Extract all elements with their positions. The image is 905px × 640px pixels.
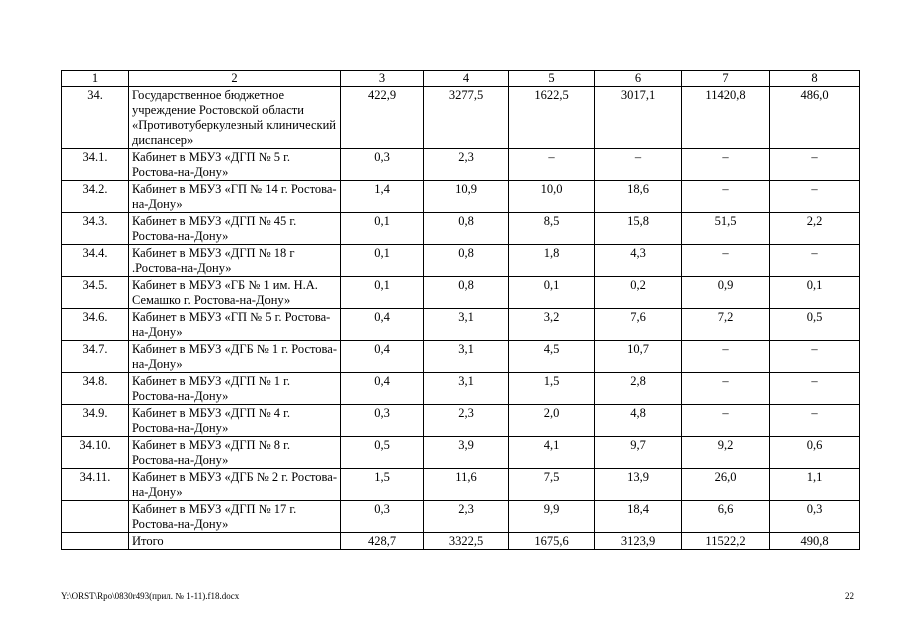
value-cell: – (770, 405, 860, 437)
value-cell: 0,5 (341, 437, 424, 469)
header-cell: 8 (770, 71, 860, 87)
institution-name: Кабинет в МБУЗ «ДГП № 18 г .Ростова-на-Дону» (129, 245, 341, 277)
value-cell: – (770, 341, 860, 373)
table-row (62, 181, 860, 213)
value-cell: 3,1 (424, 309, 509, 341)
value-cell: 0,5 (770, 309, 860, 341)
header-cell: 5 (509, 71, 595, 87)
value-cell: 10,9 (424, 181, 509, 213)
institution-name: Кабинет в МБУЗ «ДГП № 8 г. Ростова-на-Дону» (129, 437, 341, 469)
institution-name: Кабинет в МБУЗ «ДГП № 5 г. Ростова-на-Дону» (129, 149, 341, 181)
footer-file-path: Y:\ORST\Rpo\0830r493(прил. № 1-11).f18.docx (61, 591, 240, 601)
value-cell: 11,6 (424, 469, 509, 501)
institution-name: Кабинет в МБУЗ «ДГП № 45 г. Ростова-на-Дону» (129, 213, 341, 245)
value-cell: 0,1 (341, 277, 424, 309)
institution-name: Кабинет в МБУЗ «ДГБ № 1 г. Ростова-на-Дону» (129, 341, 341, 373)
table-row (62, 309, 860, 341)
value-cell: 422,9 (341, 87, 424, 149)
value-cell: – (770, 373, 860, 405)
value-cell: 1,8 (509, 245, 595, 277)
value-cell: 428,7 (341, 533, 424, 550)
header-cell: 6 (595, 71, 682, 87)
value-cell: 490,8 (770, 533, 860, 550)
row-number: 34.8. (62, 373, 129, 405)
value-cell: 1,5 (509, 373, 595, 405)
header-cell: 1 (62, 71, 129, 87)
institution-name: Кабинет в МБУЗ «ГП № 5 г. Ростова-на-Дону» (129, 309, 341, 341)
table-row (62, 149, 860, 181)
value-cell: 9,9 (509, 501, 595, 533)
value-cell: 3,9 (424, 437, 509, 469)
table-row (62, 213, 860, 245)
institution-name: Государственное бюджетное учреждение Ростовской области «Противотуберкулезный клинический диспансер» (129, 87, 341, 149)
table-row (62, 405, 860, 437)
table-row (62, 501, 860, 533)
row-number (62, 533, 129, 550)
value-cell: 0,9 (682, 277, 770, 309)
value-cell: 0,1 (509, 277, 595, 309)
table-row (62, 373, 860, 405)
value-cell: – (770, 245, 860, 277)
value-cell: 0,3 (770, 501, 860, 533)
value-cell: 3277,5 (424, 87, 509, 149)
value-cell: 13,9 (595, 469, 682, 501)
row-number: 34.3. (62, 213, 129, 245)
value-cell: 8,5 (509, 213, 595, 245)
value-cell: 486,0 (770, 87, 860, 149)
table-body (62, 71, 860, 550)
header-cell: 2 (129, 71, 341, 87)
footer-page-number: 22 (845, 591, 854, 601)
value-cell: 0,8 (424, 245, 509, 277)
row-number: 34.4. (62, 245, 129, 277)
institution-name: Кабинет в МБУЗ «ДГП № 4 г. Ростова-на-Дону» (129, 405, 341, 437)
value-cell: 1,1 (770, 469, 860, 501)
row-number: 34.2. (62, 181, 129, 213)
value-cell: 0,4 (341, 309, 424, 341)
header-row (62, 71, 860, 87)
value-cell: 7,5 (509, 469, 595, 501)
value-cell: 10,7 (595, 341, 682, 373)
header-cell: 7 (682, 71, 770, 87)
value-cell: 0,8 (424, 277, 509, 309)
institution-name: Кабинет в МБУЗ «ГБ № 1 им. Н.А. Семашко г. Ростова-на-Дону» (129, 277, 341, 309)
value-cell: 3,2 (509, 309, 595, 341)
value-cell: 3017,1 (595, 87, 682, 149)
value-cell: 7,6 (595, 309, 682, 341)
value-cell: – (509, 149, 595, 181)
value-cell: – (770, 181, 860, 213)
row-number: 34.7. (62, 341, 129, 373)
row-number: 34.5. (62, 277, 129, 309)
value-cell: 11522,2 (682, 533, 770, 550)
data-table (61, 70, 860, 550)
table-row (62, 469, 860, 501)
value-cell: 4,1 (509, 437, 595, 469)
value-cell: 2,0 (509, 405, 595, 437)
value-cell: – (682, 149, 770, 181)
institution-name: Кабинет в МБУЗ «ДГБ № 2 г. Ростова-на-Дону» (129, 469, 341, 501)
value-cell: – (682, 181, 770, 213)
table-row (62, 533, 860, 550)
row-number: 34.9. (62, 405, 129, 437)
value-cell: – (682, 245, 770, 277)
institution-name: Кабинет в МБУЗ «ДГП № 17 г. Ростова-на-Дону» (129, 501, 341, 533)
value-cell: 0,8 (424, 213, 509, 245)
value-cell: 7,2 (682, 309, 770, 341)
value-cell: 4,8 (595, 405, 682, 437)
value-cell: 2,3 (424, 501, 509, 533)
value-cell: 9,7 (595, 437, 682, 469)
value-cell: – (595, 149, 682, 181)
value-cell: 4,5 (509, 341, 595, 373)
table-row (62, 341, 860, 373)
institution-name: Кабинет в МБУЗ «ГП № 14 г. Ростова-на-Дону» (129, 181, 341, 213)
value-cell: 18,4 (595, 501, 682, 533)
value-cell: 3123,9 (595, 533, 682, 550)
value-cell: 2,2 (770, 213, 860, 245)
value-cell: 1622,5 (509, 87, 595, 149)
value-cell: 0,1 (770, 277, 860, 309)
value-cell: 6,6 (682, 501, 770, 533)
row-number: 34.1. (62, 149, 129, 181)
value-cell: 3322,5 (424, 533, 509, 550)
value-cell: – (682, 341, 770, 373)
value-cell: 3,1 (424, 373, 509, 405)
value-cell: 3,1 (424, 341, 509, 373)
value-cell: 2,8 (595, 373, 682, 405)
value-cell: 0,2 (595, 277, 682, 309)
value-cell: 0,3 (341, 405, 424, 437)
value-cell: 1,5 (341, 469, 424, 501)
row-number (62, 501, 129, 533)
value-cell: 10,0 (509, 181, 595, 213)
row-number: 34. (62, 87, 129, 149)
value-cell: 0,6 (770, 437, 860, 469)
table-row (62, 277, 860, 309)
row-number: 34.10. (62, 437, 129, 469)
institution-name: Кабинет в МБУЗ «ДГП № 1 г. Ростова-на-Дону» (129, 373, 341, 405)
value-cell: 0,4 (341, 373, 424, 405)
value-cell: 18,6 (595, 181, 682, 213)
value-cell: 0,3 (341, 501, 424, 533)
row-number: 34.11. (62, 469, 129, 501)
value-cell: 2,3 (424, 149, 509, 181)
value-cell: 1,4 (341, 181, 424, 213)
value-cell: – (770, 149, 860, 181)
value-cell: 26,0 (682, 469, 770, 501)
value-cell: – (682, 373, 770, 405)
value-cell: 0,4 (341, 341, 424, 373)
table-row (62, 245, 860, 277)
value-cell: 0,1 (341, 245, 424, 277)
value-cell: 9,2 (682, 437, 770, 469)
table-row (62, 87, 860, 149)
table-row (62, 437, 860, 469)
value-cell: 51,5 (682, 213, 770, 245)
header-cell: 3 (341, 71, 424, 87)
value-cell: 4,3 (595, 245, 682, 277)
value-cell: 0,1 (341, 213, 424, 245)
institution-name: Итого (129, 533, 341, 550)
value-cell: 1675,6 (509, 533, 595, 550)
row-number: 34.6. (62, 309, 129, 341)
value-cell: 2,3 (424, 405, 509, 437)
value-cell: 0,3 (341, 149, 424, 181)
value-cell: – (682, 405, 770, 437)
value-cell: 11420,8 (682, 87, 770, 149)
header-cell: 4 (424, 71, 509, 87)
value-cell: 15,8 (595, 213, 682, 245)
